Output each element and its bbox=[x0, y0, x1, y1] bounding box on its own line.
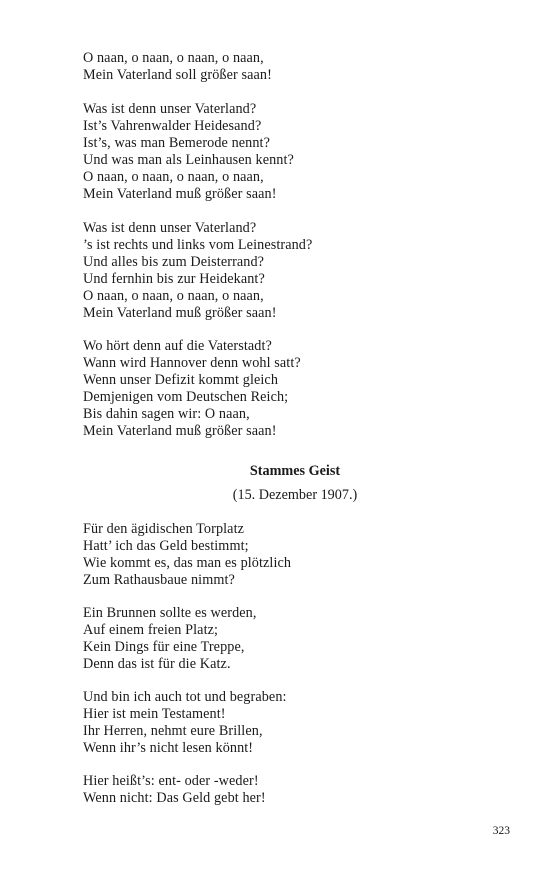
verse-line: Hier heißt’s: ent- oder -weder! bbox=[83, 773, 259, 789]
verse-line: Demjenigen vom Deutschen Reich; bbox=[83, 389, 289, 405]
page-number: 323 bbox=[492, 825, 510, 837]
verse-line: Mein Vaterland muß größer saan! bbox=[83, 186, 277, 202]
verse-line: Hier ist mein Testament! bbox=[83, 706, 226, 722]
verse-line: Und fernhin bis zur Heidekant? bbox=[83, 271, 265, 287]
verse-line: Was ist denn unser Vaterland? bbox=[83, 220, 257, 236]
verse-line: Auf einem freien Platz; bbox=[83, 622, 219, 638]
verse-line: Mein Vaterland muß größer saan! bbox=[83, 423, 277, 439]
stanza-4 bbox=[83, 338, 503, 440]
verse-line: Wann wird Hannover denn wohl satt? bbox=[83, 355, 301, 371]
stanza-3 bbox=[83, 220, 503, 322]
verse-line: O naan, o naan, o naan, o naan, bbox=[83, 169, 264, 185]
verse-line: Hatt’ ich das Geld bestimmt; bbox=[83, 538, 249, 554]
verse-line: Bis dahin sagen wir: O naan, bbox=[83, 406, 250, 422]
verse-line: Mein Vaterland muß größer saan! bbox=[83, 305, 277, 321]
verse-line: O naan, o naan, o naan, o naan, bbox=[83, 50, 264, 66]
verse-line: Wie kommt es, das man es plötzlich bbox=[83, 555, 292, 571]
verse-line: Und bin ich auch tot und begraben: bbox=[83, 689, 287, 705]
verse-line: O naan, o naan, o naan, o naan, bbox=[83, 288, 264, 304]
verse-line: Ihr Herren, nehmt eure Brillen, bbox=[83, 723, 263, 739]
verse-line: Ist’s, was man Bemerode nennt? bbox=[83, 135, 270, 151]
verse-line: Zum Rathausbaue nimmt? bbox=[83, 572, 235, 588]
stanza-8 bbox=[83, 773, 503, 807]
verse-line: Wo hört denn auf die Vaterstadt? bbox=[83, 338, 272, 354]
stanza-2 bbox=[83, 101, 503, 203]
stanza-6 bbox=[83, 605, 503, 673]
stanza-5 bbox=[83, 521, 503, 589]
verse-line: Wenn nicht: Das Geld gebt her! bbox=[83, 790, 266, 806]
verse-line: ’s ist rechts und links vom Leinestrand? bbox=[83, 237, 313, 253]
verse-line: Denn das ist für die Katz. bbox=[83, 656, 231, 672]
verse-line: Wenn unser Defizit kommt gleich bbox=[83, 372, 279, 388]
verse-line: Ist’s Vahrenwalder Heidesand? bbox=[83, 118, 262, 134]
verse-line: Für den ägidischen Torplatz bbox=[83, 521, 245, 537]
verse-line: Und was man als Leinhausen kennt? bbox=[83, 152, 294, 168]
verse-line: Mein Vaterland soll größer saan! bbox=[83, 67, 272, 83]
verse-line: Und alles bis zum Deisterrand? bbox=[83, 254, 265, 270]
verse-line: Was ist denn unser Vaterland? bbox=[83, 101, 257, 117]
verse-line: Ein Brunnen sollte es werden, bbox=[83, 605, 257, 621]
verse-line: Kein Dings für eine Treppe, bbox=[83, 639, 245, 655]
verse-line: Wenn ihr’s nicht lesen könnt! bbox=[83, 740, 254, 756]
stanza-1 bbox=[83, 50, 503, 84]
stanza-7 bbox=[83, 689, 503, 757]
poem-date: (15. Dezember 1907.) bbox=[232, 487, 358, 503]
poem-title: Stammes Geist bbox=[249, 463, 341, 479]
